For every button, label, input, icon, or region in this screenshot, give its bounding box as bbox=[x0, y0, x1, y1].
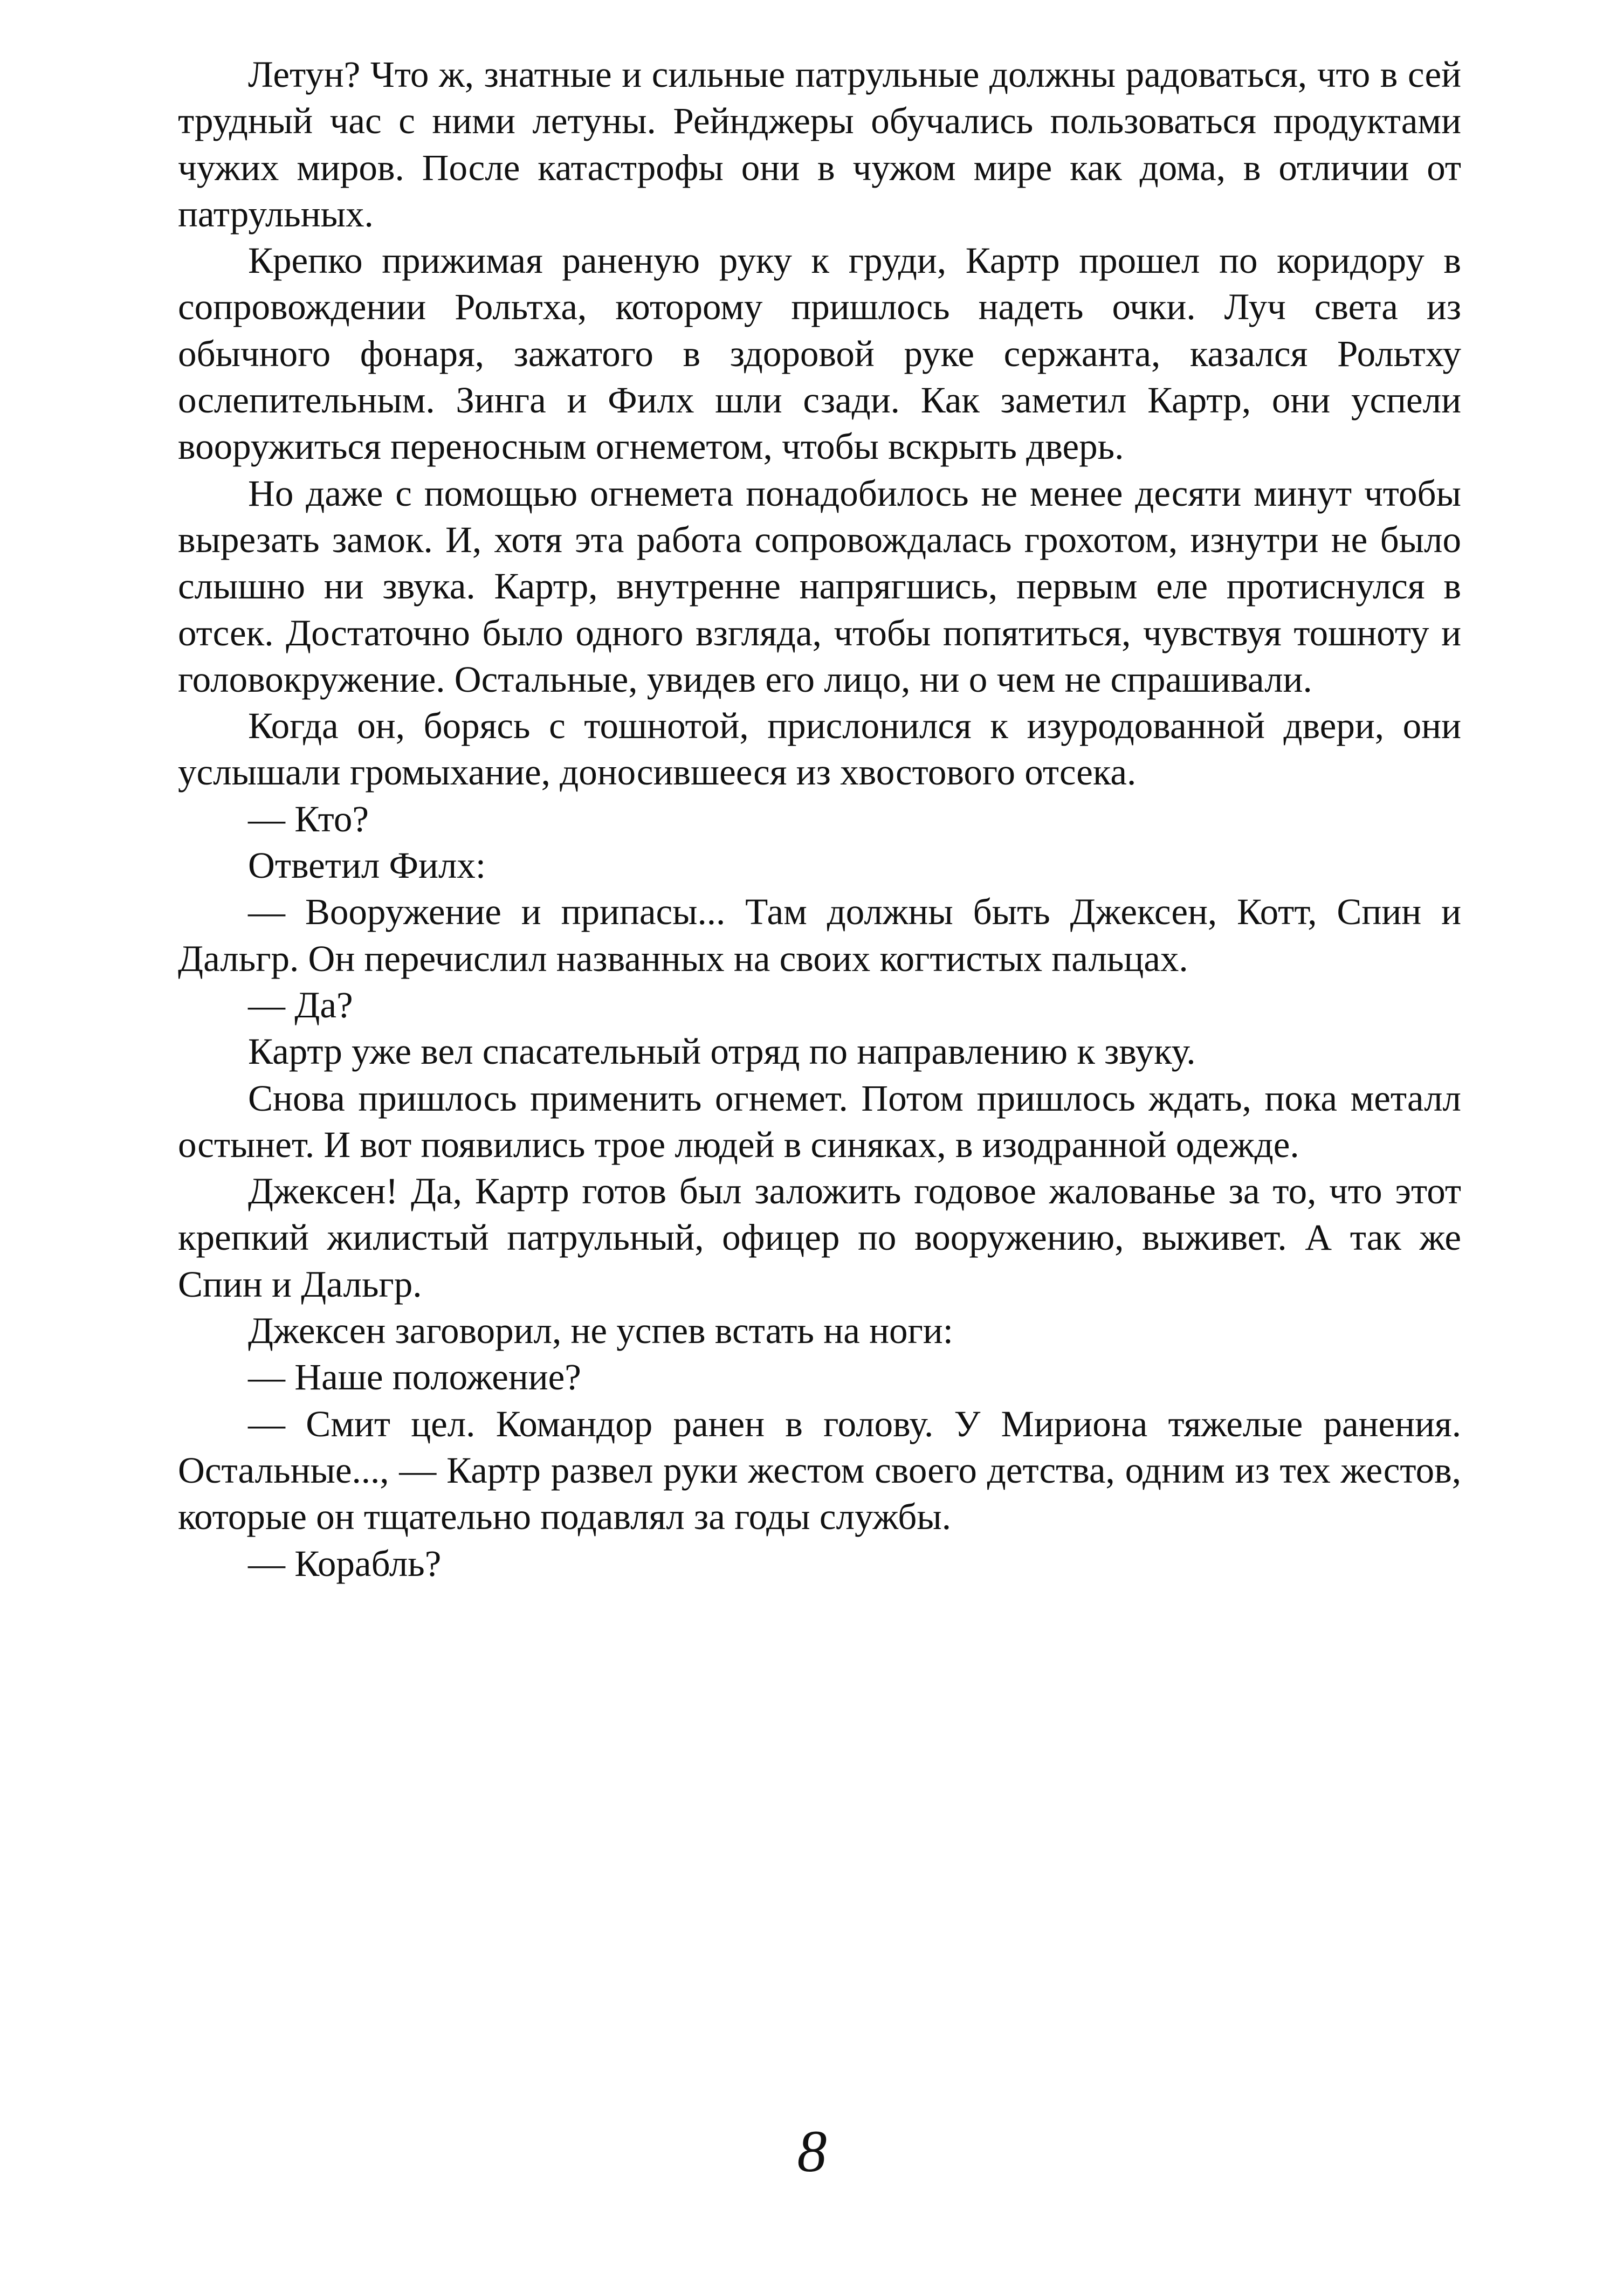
paragraph-13: — Наше положение? bbox=[248, 1357, 581, 1398]
paragraph-10: Снова пришлось применить огнемет. Потом пришлось ждать, пока металл остынет. И вот появились трое людей в синяках, в изодранной одежде. bbox=[178, 1077, 1461, 1165]
paragraph-7: — Вооружение и припасы... Там должны быть Джексен, Котт, Спин и Дальгр. Он перечислил названных на своих когтистых пальцах. bbox=[178, 891, 1461, 979]
paragraph-9: Картр уже вел спасательный отряд по направлению к звуку. bbox=[248, 1031, 1196, 1072]
paragraph-6: Ответил Филх: bbox=[248, 845, 486, 886]
paragraph-11: Джексен! Да, Картр готов был заложить годовое жалованье за то, что этот крепкий жилистый патрульный, офицер по вооружению, выживет. А так же Спин и Дальгр. bbox=[178, 1170, 1461, 1305]
page-body-text bbox=[178, 51, 1461, 1587]
paragraph-3: Но даже с помощью огнемета понадобилось не менее десяти минут чтобы вырезать замок. И, хотя эта работа сопровождалась грохотом, изнутри не было слышно ни звука. Картр, внутренне напрягшись, первым еле протиснулся в отсек. Достаточно было одного взгляда, чтобы попятиться, чувствуя тошноту и головокружение. Остальные, увидев его лицо, ни о чем не спрашивали. bbox=[178, 472, 1461, 700]
paragraph-15: — Корабль? bbox=[248, 1543, 442, 1584]
paragraph-14: — Смит цел. Командор ранен в голову. У Мириона тяжелые ранения. Остальные..., — Картр развел руки жестом своего детства, одним из тех жестов, которые он тщательно подавлял за годы службы. bbox=[178, 1403, 1461, 1538]
paragraph-2: Крепко прижимая раненую руку к груди, Картр прошел по коридору в сопровождении Рольтха, которому пришлось надеть очки. Луч света из обычного фонаря, зажатого в здоровой руке сержанта, казался Рольтху ослепительным. Зинга и Филх шли сзади. Как заметил Картр, они успели вооружиться переносным огнеметом, чтобы вскрыть дверь. bbox=[178, 240, 1461, 467]
paragraph-1: Летун? Что ж, знатные и сильные патрульные должны радоваться, что в сей трудный час с ними летуны. Рейнджеры обучались пользоваться продуктами чужих миров. После катастрофы они в чужом мире как дома, в отличии от патрульных. bbox=[178, 54, 1461, 235]
paragraph-5: — Кто? bbox=[248, 798, 369, 839]
paragraph-4: Когда он, борясь с тошнотой, прислонился к изуродованной двери, они услышали громыхание, доносившееся из хвостового отсека. bbox=[178, 705, 1461, 793]
paragraph-12: Джексен заговорил, не успев встать на ноги: bbox=[248, 1310, 953, 1352]
page-number: 8 bbox=[797, 2118, 827, 2184]
paragraph-8: — Да? bbox=[248, 984, 353, 1025]
